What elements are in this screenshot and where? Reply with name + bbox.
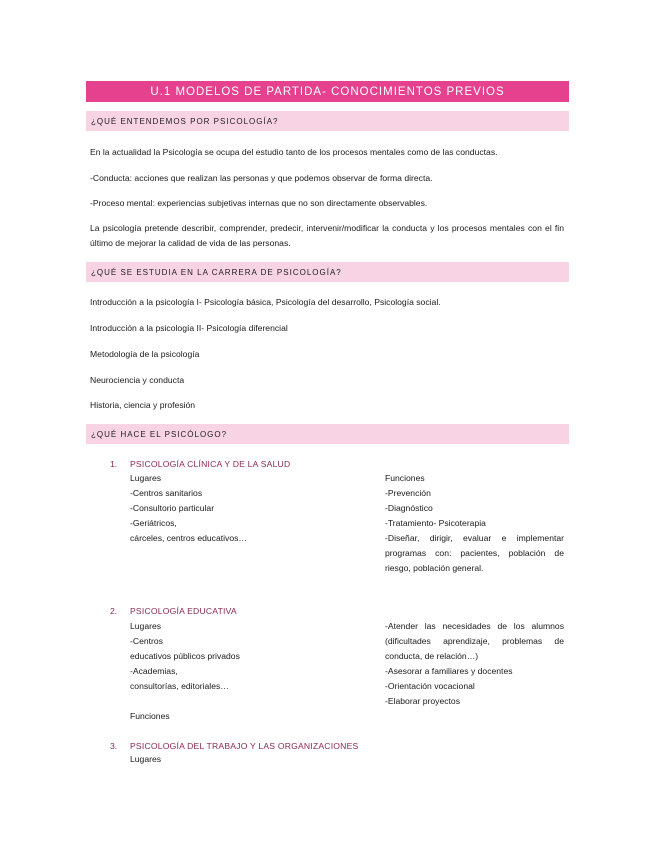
list-item: Neurociencia y conducta [90, 375, 185, 385]
text-line: -Consultorio particular [130, 503, 215, 513]
list-item: Introducción a la psicología I- Psicología básica, Psicología del desarrollo, Psicología social. [90, 297, 441, 307]
text-line: -Orientación vocacional [385, 681, 475, 691]
text-line: Lugares [130, 473, 162, 483]
paragraph-intro: En la actualidad la Psicología se ocupa del estudio tanto de los procesos mentales como de las conductas. [90, 147, 498, 157]
list-item: Historia, ciencia y profesión [90, 400, 196, 410]
text-line: -Academias, [130, 666, 178, 676]
area-places-work [130, 752, 161, 767]
area-title-clinical: PSICOLOGÍA CLÍNICA Y DE LA SALUD [130, 459, 291, 469]
paragraph-conduct: -Conducta: acciones que realizan las personas y que podemos observar de forma directa. [90, 173, 433, 183]
area-number: 1. [110, 459, 118, 469]
text-line: -Atender las necesidades de los alumnos (dificultades aprendizaje, problemas de conducta, de relación…) [385, 621, 564, 661]
text-line: -Centros sanitarios [130, 488, 203, 498]
list-item: Introducción a la psicología II- Psicología diferencial [90, 323, 288, 333]
text-line: -Prevención [385, 488, 431, 498]
section-heading-psychology: ¿QUÉ ENTENDEMOS POR PSICOLOGÍA? [86, 111, 569, 131]
area-functions-clinical [385, 471, 564, 576]
section-heading-career: ¿QUÉ SE ESTUDIA EN LA CARRERA DE PSICOLOGÍA? [86, 262, 569, 282]
text-line: -Diseñar, dirigir, evaluar e implementar programas con: pacientes, población de riesgo, población general. [385, 533, 564, 573]
area-title-educational: PSICOLOGÍA EDUCATIVA [130, 606, 237, 616]
area-places-clinical [130, 471, 247, 546]
paragraph-mental-process: -Proceso mental: experiencias subjetivas internas que no son directamente observables. [90, 198, 428, 208]
text-line: Funciones [130, 711, 170, 721]
area-places-educational [130, 619, 240, 724]
text-line: educativos públicos privados [130, 651, 240, 661]
text-line: -Asesorar a familiares y docentes [385, 666, 513, 676]
text-line: -Geriátricos, [130, 518, 177, 528]
text-line: -Centros [130, 636, 163, 646]
text-line: -Diagnóstico [385, 503, 433, 513]
paragraph-purpose: La psicología pretende describir, comprender, predecir, intervenir/modificar la conducta y los procesos mentales con el fin último de mejorar la calidad de vida de las personas. [90, 223, 564, 248]
area-functions-educational [385, 619, 564, 709]
text-line: Lugares [130, 754, 162, 764]
text-line: Funciones [385, 473, 425, 483]
area-number: 2. [110, 606, 118, 616]
unit-title: U.1 MODELOS DE PARTIDA- CONOCIMIENTOS PREVIOS [86, 81, 569, 102]
text-line: -Tratamiento- Psicoterapia [385, 518, 486, 528]
area-number: 3. [110, 741, 118, 751]
text-line: cárceles, centros educativos… [130, 533, 248, 543]
section-heading-psychologist: ¿QUÉ HACE EL PSICÓLOGO? [86, 424, 569, 444]
list-item: Metodología de la psicología [90, 349, 200, 359]
text-line: -Elaborar proyectos [385, 696, 460, 706]
area-title-work: PSICOLOGÍA DEL TRABAJO Y LAS ORGANIZACIONES [130, 741, 359, 751]
text-line: Lugares [130, 621, 162, 631]
text-line: consultorías, editoriales… [130, 681, 229, 691]
text-line [130, 694, 240, 709]
